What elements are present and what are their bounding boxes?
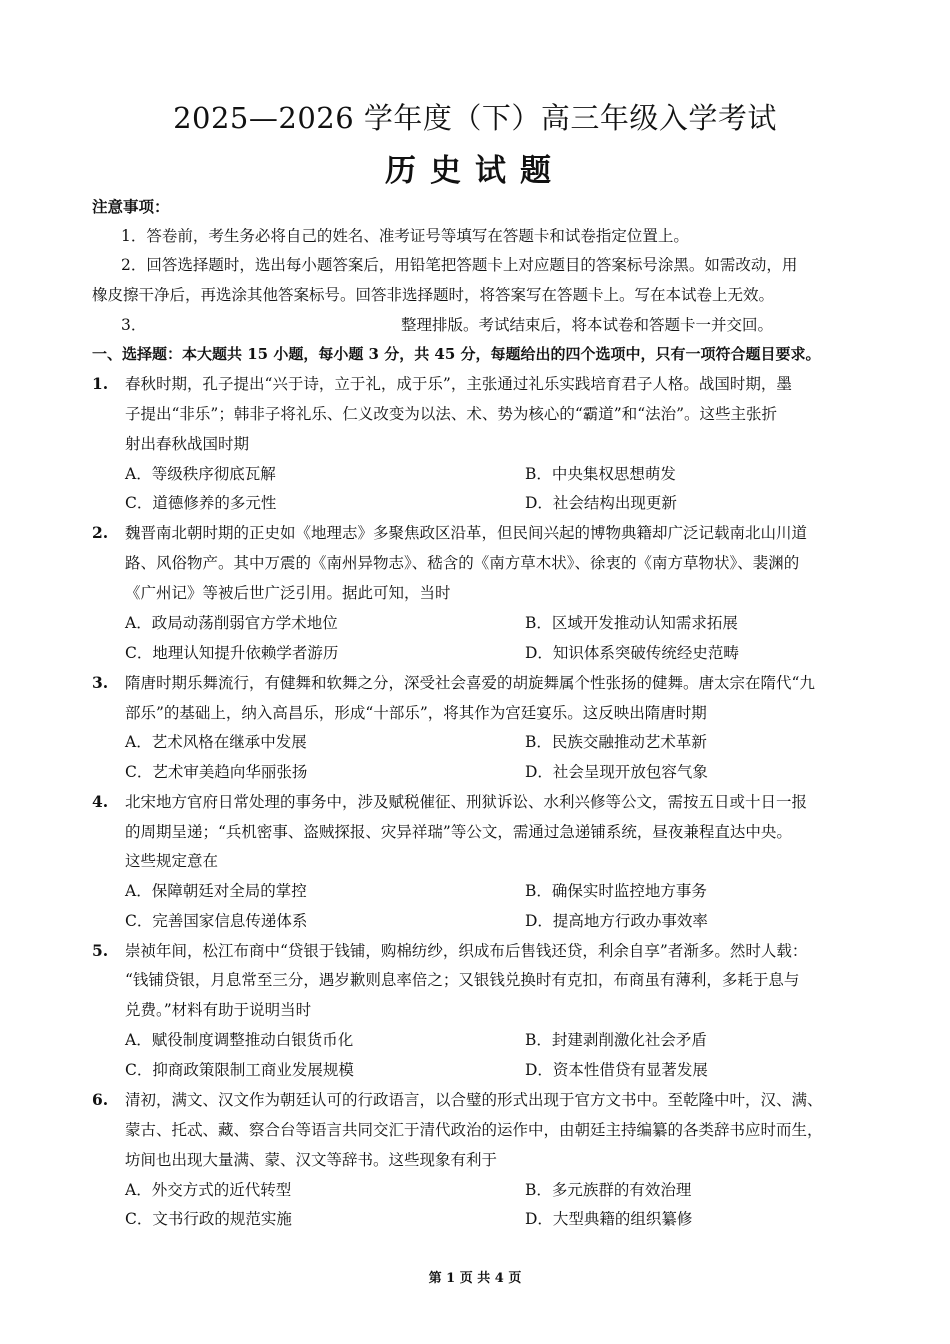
option-d[interactable]: D．提高地方行政办事效率 bbox=[525, 912, 708, 930]
option-d[interactable]: D．知识体系突破传统经史范畴 bbox=[525, 644, 739, 662]
option-b[interactable]: B．区域开发推动认知需求拓展 bbox=[525, 614, 738, 632]
question-text-line: 蒙古、托忒、藏、察合台等语言共同交汇于清代政治的运作中，由朝廷主持编纂的各类辞书应时而生， bbox=[125, 1121, 823, 1139]
option-a[interactable]: A．外交方式的近代转型 bbox=[125, 1181, 292, 1199]
notice-item-3-text: 整理排版。考试结束后，将本试卷和答题卡一并交回。 bbox=[401, 316, 774, 334]
question-number: 6. bbox=[92, 1090, 109, 1109]
notice-heading: 注意事项： bbox=[92, 197, 170, 216]
option-b[interactable]: B．确保实时监控地方事务 bbox=[525, 882, 707, 900]
notice-item-2-line-1: 2．回答选择题时，选出每小题答案后，用铅笔把答题卡上对应题目的答案标号涂黑。如需改动，用 bbox=[121, 256, 798, 274]
question-number: 2. bbox=[92, 523, 109, 542]
question-text-line: 的周期呈递；“兵机密事、盗贼探报、灾异祥瑞”等公文，需通过急递铺系统，昼夜兼程直达中央。 bbox=[125, 823, 792, 841]
question-text-line: 路、风俗物产。其中万震的《南州异物志》、嵇含的《南方草木状》、徐衷的《南方草物状》、裴渊的 bbox=[125, 554, 800, 572]
option-b[interactable]: B．封建剥削激化社会矛盾 bbox=[525, 1031, 707, 1049]
option-a[interactable]: A．保障朝廷对全局的掌控 bbox=[125, 882, 307, 900]
question-text-line: “钱铺贷银，月息常至三分，遇岁歉则息率倍之；又银钱兑换时有克扣，布商虽有薄利，多耗于息与 bbox=[125, 971, 800, 989]
question-text-line: 《广州记》等被后世广泛引用。据此可知，当时 bbox=[125, 584, 451, 602]
option-a[interactable]: A．等级秩序彻底瓦解 bbox=[125, 465, 276, 483]
question-text-line: 崇祯年间，松江布商中“贷银于钱铺，购棉纺纱，织成布后售钱还贷，利余自享”者渐多。然时人载： bbox=[125, 942, 808, 960]
option-c[interactable]: C．道德修养的多元性 bbox=[125, 494, 277, 512]
question-number: 3. bbox=[92, 673, 109, 692]
question-text-line: 春秋时期，孔子提出“兴于诗，立于礼，成于乐”，主张通过礼乐实践培育君子人格。战国时期，墨 bbox=[125, 375, 792, 393]
option-d[interactable]: D．社会呈现开放包容气象 bbox=[525, 763, 708, 781]
subject-title: 历史试题 bbox=[385, 153, 565, 189]
option-b[interactable]: B．多元族群的有效治理 bbox=[525, 1181, 692, 1199]
question-text-line: 魏晋南北朝时期的正史如《地理志》多聚焦政区沿革，但民间兴起的博物典籍却广泛记载南北山川道 bbox=[125, 524, 808, 542]
option-a[interactable]: A．艺术风格在继承中发展 bbox=[125, 733, 307, 751]
option-d[interactable]: D．资本性借贷有显著发展 bbox=[525, 1061, 708, 1079]
option-c[interactable]: C．完善国家信息传递体系 bbox=[125, 912, 308, 930]
question-text-line: 坊间也出现大量满、蒙、汉文等辞书。这些现象有利于 bbox=[125, 1151, 498, 1169]
question-number: 1. bbox=[92, 374, 109, 393]
question-text-line: 子提出“非乐”；韩非子将礼乐、仁义改变为以法、术、势为核心的“霸道”和“法治”。这些主张折 bbox=[125, 405, 778, 423]
question-number: 4. bbox=[92, 792, 109, 811]
option-c[interactable]: C．艺术审美趋向华丽张扬 bbox=[125, 763, 308, 781]
exam-title: 2025—2026 学年度（下）高三年级入学考试 bbox=[173, 101, 777, 135]
option-d[interactable]: D．大型典籍的组织纂修 bbox=[525, 1210, 693, 1228]
option-c[interactable]: C．文书行政的规范实施 bbox=[125, 1210, 292, 1228]
option-c[interactable]: C．抑商政策限制工商业发展规模 bbox=[125, 1061, 354, 1079]
notice-item-1: 1．答卷前，考生务必将自己的姓名、准考证号等填写在答题卡和试卷指定位置上。 bbox=[121, 227, 689, 245]
option-a[interactable]: A．政局动荡削弱官方学术地位 bbox=[125, 614, 338, 632]
notice-item-3-number: 3． bbox=[121, 316, 147, 334]
option-a[interactable]: A．赋役制度调整推动白银货币化 bbox=[125, 1031, 354, 1049]
question-text-line: 部乐”的基础上，纳入高昌乐，形成“十部乐”，将其作为宫廷宴乐。这反映出隋唐时期 bbox=[125, 704, 707, 722]
question-text-line: 清初，满文、汉文作为朝廷认可的行政语言，以合璧的形式出现于官方文书中。至乾隆中叶，汉、满、 bbox=[125, 1091, 823, 1109]
question-text-line: 射出春秋战国时期 bbox=[125, 435, 250, 453]
question-text-line: 隋唐时期乐舞流行，有健舞和软舞之分，深受社会喜爱的胡旋舞属个性张扬的健舞。唐太宗在隋代“九 bbox=[125, 674, 815, 692]
question-number: 5. bbox=[92, 941, 109, 960]
section-heading: 一、选择题：本大题共 15 小题，每小题 3 分，共 45 分，每题给出的四个选项中，只有一项符合题目要求。 bbox=[92, 345, 821, 363]
option-d[interactable]: D．社会结构出现更新 bbox=[525, 494, 677, 512]
notice-item-2-line-2: 橡皮擦干净后，再选涂其他答案标号。回答非选择题时，将答案写在答题卡上。写在本试卷上无效。 bbox=[92, 286, 775, 304]
question-text-line: 兑费。”材料有助于说明当时 bbox=[125, 1001, 312, 1019]
option-c[interactable]: C．地理认知提升依赖学者游历 bbox=[125, 644, 339, 662]
question-text-line: 北宋地方官府日常处理的事务中，涉及赋税催征、刑狱诉讼、水利兴修等公文，需按五日或十日一报 bbox=[125, 793, 808, 811]
option-b[interactable]: B．中央集权思想萌发 bbox=[525, 465, 676, 483]
question-text-line: 这些规定意在 bbox=[125, 852, 219, 870]
option-b[interactable]: B．民族交融推动艺术革新 bbox=[525, 733, 707, 751]
page-number: 第 1 页 共 4 页 bbox=[428, 1271, 522, 1286]
